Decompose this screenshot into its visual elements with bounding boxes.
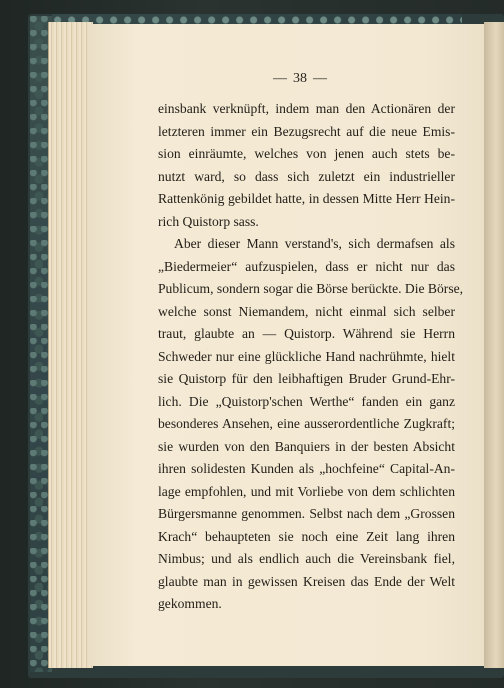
text-line: Schweder nur eine glückliche Hand nachrühmte, hielt [158, 348, 455, 364]
page-number-dash: — [313, 71, 327, 86]
text-line: welche sonst Niemandem, nicht einmal sich selber [158, 303, 455, 319]
text-line: ihren solidesten Kunden als „hochfeine“ Capital-An- [158, 461, 455, 476]
text-line: sie Quistorp für den leibhaftigen Bruder Grund-Ehr- [158, 371, 455, 386]
text-line: lage empfohlen, und mit Vorliebe von dem schlichten [158, 483, 455, 499]
body-text [158, 98, 464, 616]
text-line: letzteren immer ein Bezugsrecht auf die neue Emis- [158, 123, 455, 139]
text-line: Krach“ behaupteten sie noch eine Zeit lang ihren [158, 528, 455, 544]
text-line: gekommen. [158, 596, 222, 611]
text-line: lich. Die „Quistorp'schen Werthe“ fanden ein ganz [158, 393, 455, 409]
text-line: glaubte man in gewissen Kreisen das Ende der Welt [158, 573, 455, 589]
text-line: sie wurden von den Banquiers in der besten Absicht [158, 438, 455, 454]
page-number-dash: — [273, 71, 287, 86]
text-line: rich Quistorp sass. [158, 213, 259, 229]
text-line: Publicum, sondern sogar die Börse berückte. Die Börse, [158, 281, 464, 296]
page-number [260, 71, 340, 87]
text-line: traut, glaubte an — Quistorp. Während sie Herrn [158, 326, 455, 341]
page-edges [48, 22, 93, 668]
facing-page-edge [484, 22, 504, 668]
text-line: Aber dieser Mann verstand's, sich dermafsen als [174, 236, 455, 251]
text-line: besonderes Ansehen, eine ausserordentliche Zugkraft; [158, 416, 455, 431]
page-number-value: 38 [293, 71, 307, 86]
text-line: einsbank verknüpft, indem man den Actionären der [158, 101, 455, 116]
text-line: Nimbus; und als endlich auch die Vereinsbank fiel, [158, 551, 455, 566]
text-line: nutzt ward, so dass sich zuletzt ein industrieller [158, 168, 455, 184]
text-line: Rattenkönig gebildet hatte, in dessen Mitte Herr Hein- [158, 191, 455, 206]
text-line: Bürgersmanne genommen. Selbst nach dem „Grossen [158, 506, 455, 521]
text-line: sion einräumte, welches von jenen auch stets be- [158, 146, 455, 161]
text-line: „Biedermeier“ aufzuspielen, dass er nicht nur das [158, 258, 455, 274]
